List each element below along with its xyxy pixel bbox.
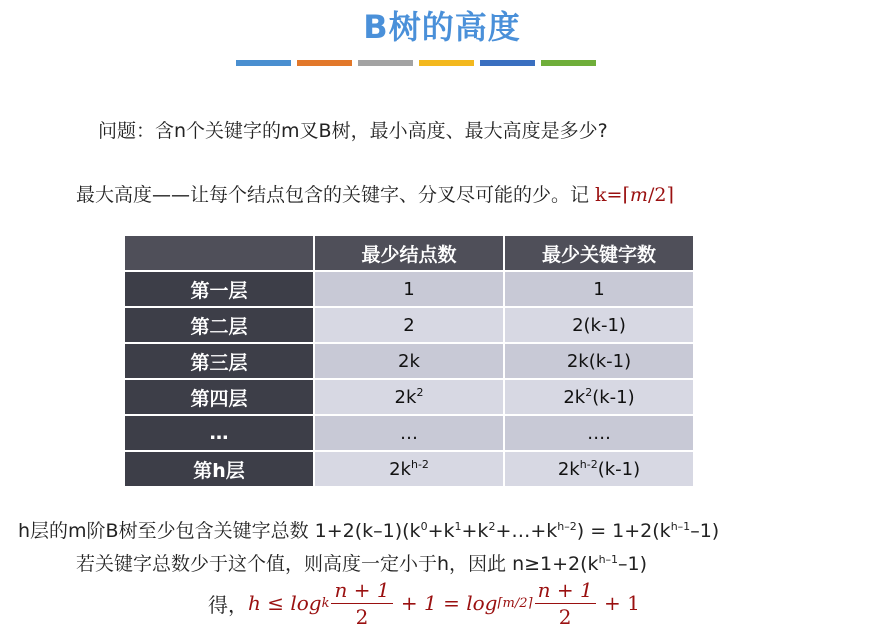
table-row: [124, 307, 694, 343]
total-keys-line: h层的m阶B树至少包含关键字总数 $1+2(k-1)(k^0+k^1+k^2+\dots+k^{h-2}) = 1+2(k^{h-1}-1)$: [18, 520, 720, 542]
fraction-2: $\frac{n + 1}{2}$: [535, 578, 596, 629]
row-level: 第二层: [124, 307, 314, 343]
row-min-nodes: 2k: [314, 343, 504, 379]
height-formula: 得， h ≤ log k $\frac{n + 1}{2}$ + 1 = log ⌈m/2⌉ $\frac{n + 1}{2}$ + 1: [208, 577, 640, 629]
header-corner: [124, 235, 314, 271]
row-min-nodes: 2: [314, 307, 504, 343]
inequality-line: 若关键字总数少于这个值，则高度一定小于h，因此 $n\ge 1+2(k^{h-1}-1)$: [76, 553, 648, 575]
stripe-4: [419, 60, 474, 66]
table-row: [124, 343, 694, 379]
row-min-keys: $2k^{h-2}(k-1)$: [504, 451, 694, 487]
row-level: 第三层: [124, 343, 314, 379]
row-level: 第h层: [124, 451, 314, 487]
fraction-1: $\frac{n + 1}{2}$: [331, 578, 392, 629]
max-height-text: 最大高度——让每个结点包含的关键字、分叉尽可能的少。记: [76, 184, 596, 206]
row-level: 第一层: [124, 271, 314, 307]
color-stripes: [236, 60, 616, 66]
k-definition: k=⌈m/2⌉: [595, 184, 674, 206]
row-level: …: [124, 415, 314, 451]
stripe-1: [236, 60, 291, 66]
table-row: [124, 379, 694, 415]
formula-prefix: 得，: [208, 592, 248, 617]
table-header-row: [124, 235, 694, 271]
table-row: [124, 451, 694, 487]
row-min-keys: 2(k-1): [504, 307, 694, 343]
row-level: 第四层: [124, 379, 314, 415]
question-text: 问题：含n个关键字的m叉B树，最小高度、最大高度是多少?: [98, 120, 608, 142]
max-height-line: [76, 180, 674, 207]
stripe-3: [358, 60, 413, 66]
page-title: B树的高度: [363, 8, 521, 46]
row-min-keys: ….: [504, 415, 694, 451]
header-min-nodes: 最少结点数: [314, 235, 504, 271]
row-min-keys: 2k(k-1): [504, 343, 694, 379]
row-min-nodes: $2k^2$: [314, 379, 504, 415]
row-min-nodes: 1: [314, 271, 504, 307]
row-min-nodes: …: [314, 415, 504, 451]
row-min-nodes: $2k^{h-2}$: [314, 451, 504, 487]
stripe-6: [541, 60, 596, 66]
header-min-keys: 最少关键字数: [504, 235, 694, 271]
row-min-keys: 1: [504, 271, 694, 307]
stripe-2: [297, 60, 352, 66]
table-row: [124, 271, 694, 307]
min-nodes-table: [123, 234, 695, 488]
table-row: [124, 415, 694, 451]
stripe-5: [480, 60, 535, 66]
row-min-keys: $2k^2(k-1)$: [504, 379, 694, 415]
